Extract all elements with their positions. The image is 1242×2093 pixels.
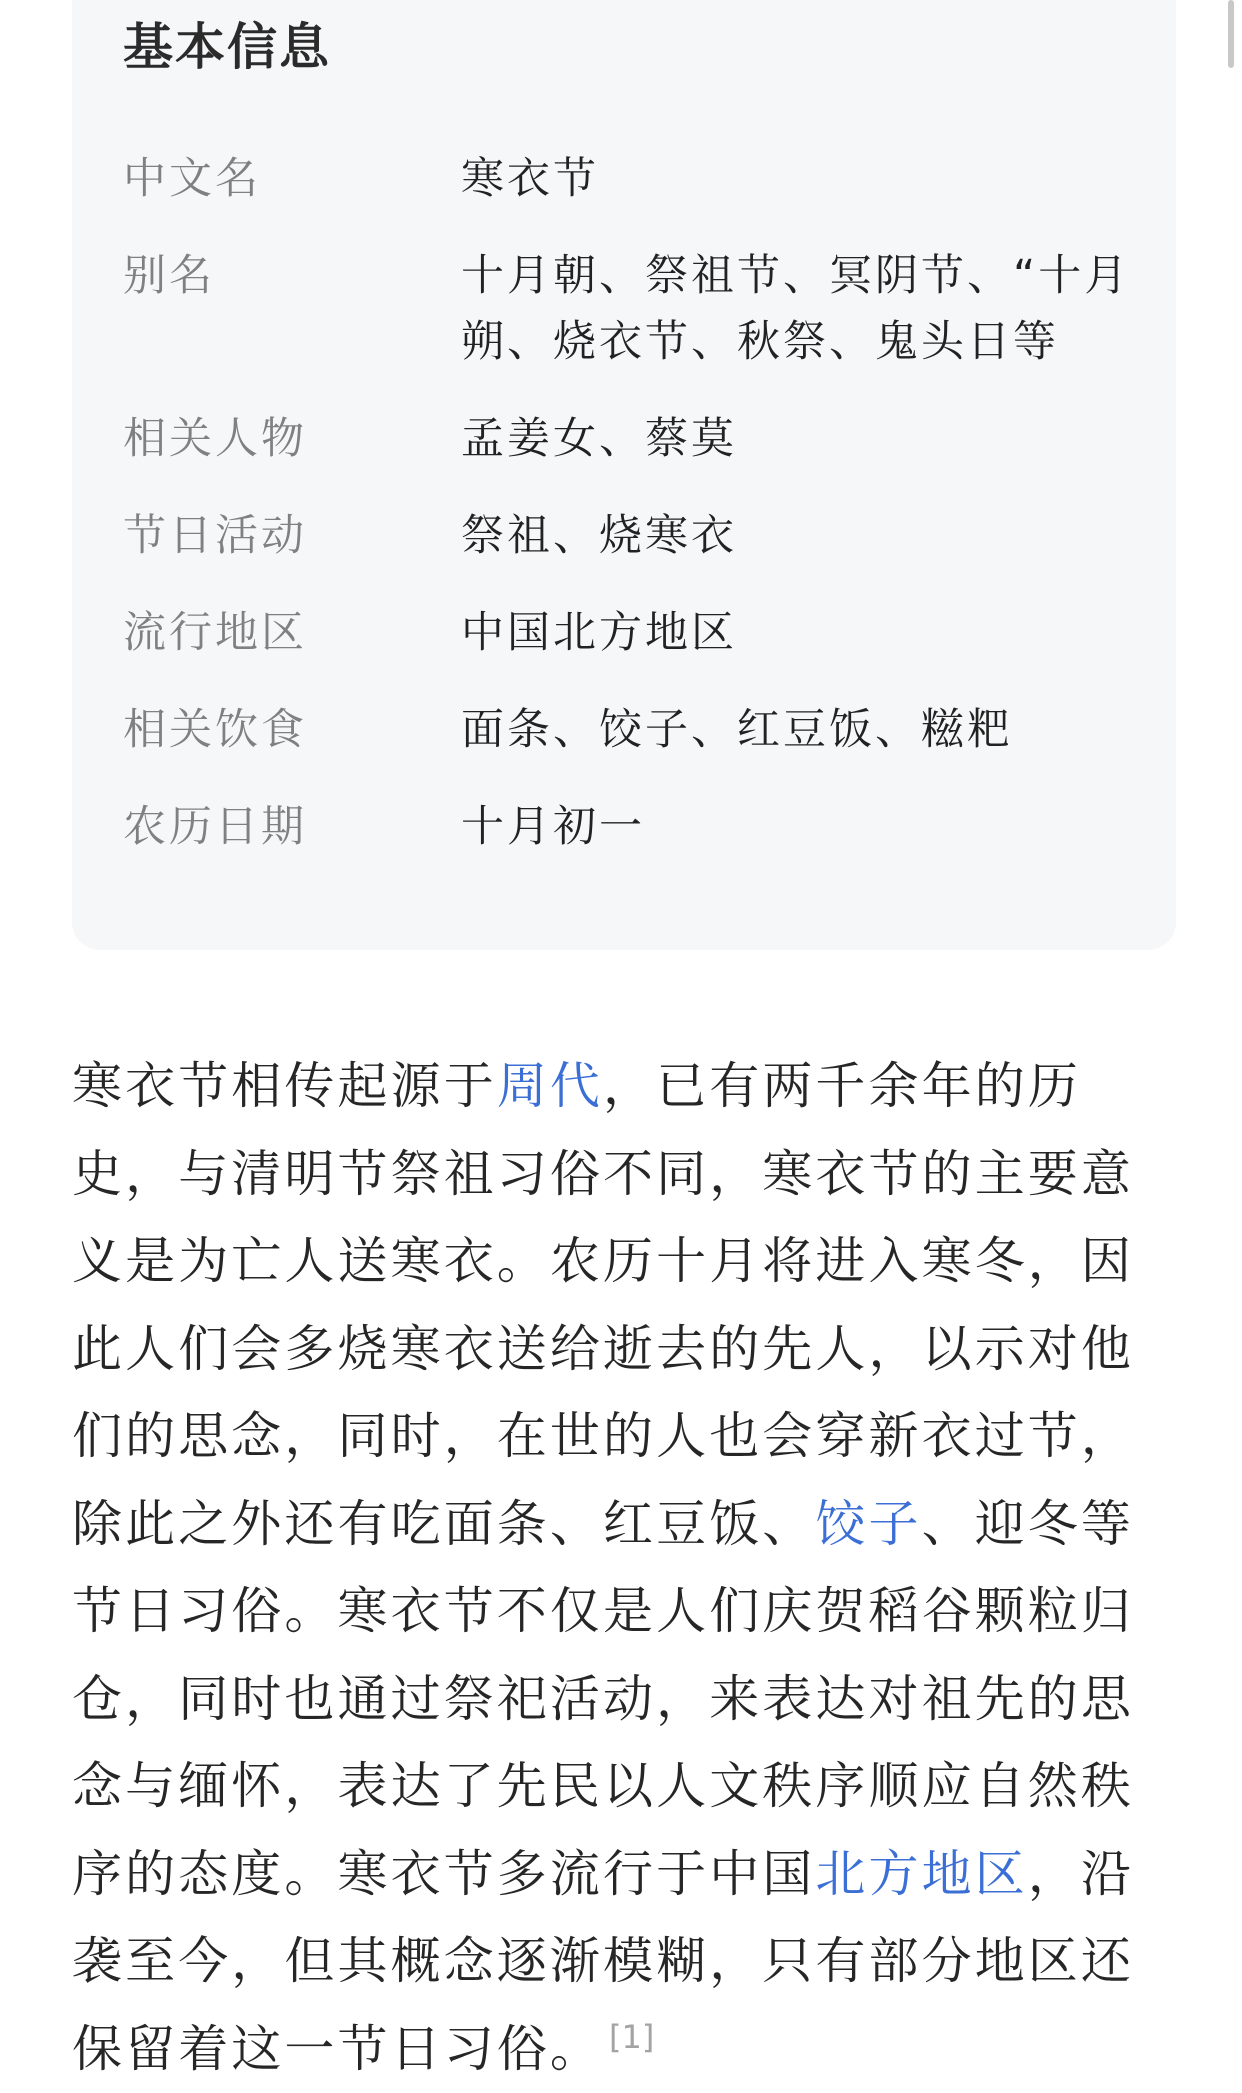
scrollbar[interactable]: [1228, 0, 1234, 68]
info-label: 节日活动: [123, 511, 307, 561]
info-row-lunar-date: [123, 794, 1133, 860]
info-label: 相关饮食: [123, 705, 307, 755]
info-value: 祭祖、烧寒衣: [461, 511, 737, 561]
info-value: 中国北方地区: [461, 608, 737, 658]
info-row-alias: [123, 243, 1133, 375]
info-row-activities: [123, 503, 1133, 569]
info-row-related-people: [123, 406, 1133, 472]
card-title: 基本信息: [123, 18, 331, 76]
basic-info-card: [72, 0, 1176, 950]
info-label: 农历日期: [123, 802, 307, 852]
info-value: 寒衣节: [461, 154, 599, 204]
info-row-food: [123, 697, 1133, 763]
info-row-region: [123, 600, 1133, 666]
info-label: 相关人物: [123, 414, 307, 464]
link-northern-region[interactable]: 北方地区: [815, 1844, 1028, 1903]
link-dumplings[interactable]: 饺子: [815, 1494, 922, 1553]
paragraph-text: ，已有两千余年的历史，与清明节祭祖习俗不同，寒衣节的主要意义是为亡人送寒衣。农历十月将进入寒冬，因此人们会多烧寒衣送给逝去的先人，以示对他们的思念，同时，在世的人也会穿新衣过节，除此之外还有吃面条、红豆饭、: [72, 1057, 1134, 1553]
citation-link[interactable]: [1]: [609, 2017, 655, 2056]
info-rows: [123, 146, 1133, 891]
info-row-chinese-name: [123, 146, 1133, 212]
paragraph-text: 、迎冬等节日习俗。寒衣节不仅是人们庆贺稻谷颗粒归仓，同时也通过祭祀活动，来表达对祖先的思念与缅怀，表达了先民以人文秩序顺应自然秩序的态度。寒衣节多流行于中国: [72, 1494, 1135, 1903]
info-label: 中文名: [123, 154, 261, 204]
paragraph-text: ，沿袭至今，但其概念逐渐模糊，只有部分地区还保留着这一节日习俗。: [72, 1844, 1135, 2078]
info-value: 十月朝、祭祖节、冥阴节、“十月朔、烧衣节、秋祭、鬼头日等: [461, 251, 1131, 367]
info-value: 十月初一: [461, 802, 645, 852]
info-label: 流行地区: [123, 608, 307, 658]
article-paragraph: [72, 1043, 1180, 2093]
link-zhou-dynasty[interactable]: 周代: [496, 1057, 604, 1115]
info-value: 孟姜女、蔡莫: [461, 414, 737, 464]
info-label: 别名: [123, 251, 215, 301]
info-value: 面条、饺子、红豆饭、糍粑: [461, 705, 1013, 755]
paragraph-text: 寒衣节相传起源于: [72, 1057, 497, 1115]
